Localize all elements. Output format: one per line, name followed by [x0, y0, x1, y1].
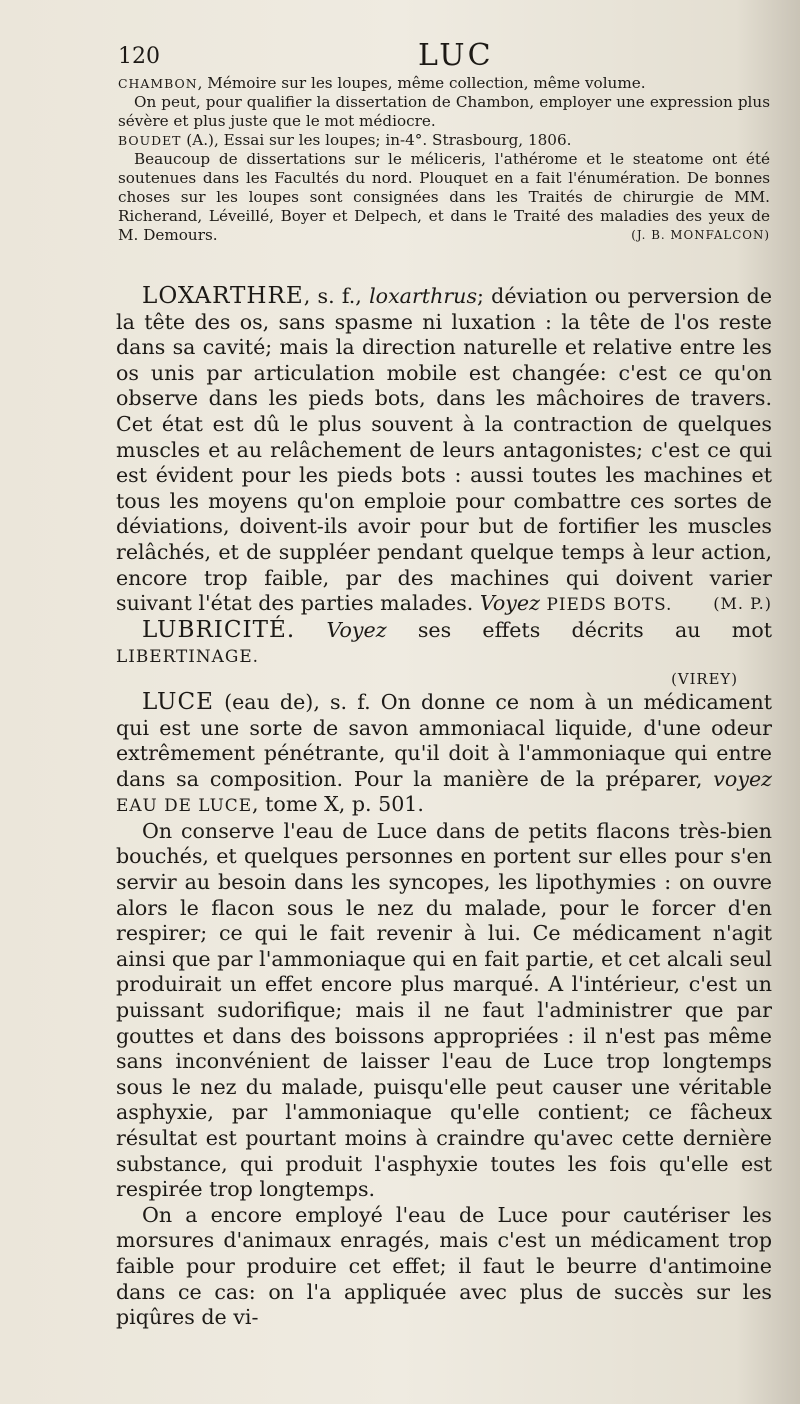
cross-reference: EAU DE LUCE — [116, 795, 253, 816]
entry-body: ; déviation ou perversion de la tête des os, sans spasme ni luxation : la tête de l'os reste dans sa cavité; mais la direction naturelle et relative entre les os unis par articulation mobile est changée: c'est ce qu'on observe dans les pieds bots, dans les mâchoires de travers. Cet état est dû le plus souvent à la contraction de quelques muscles et au relâchement de leurs antagonistes; c'est ce qui est évident pour les pieds bots : aussi toutes les machines et tous les moyens qu'on emploie pour combattre ces sortes de déviations, doivent-ils avoir pour but de fortifier les muscles relâchés, et de suppléer pendant quelque temps à leur action, encore trop faible, par des machines qui doivent varier suivant l'état des parties malades. — [116, 284, 773, 616]
headword: LUBRICITÉ. — [142, 616, 296, 643]
main-text — [116, 284, 772, 1331]
running-head: LUC — [418, 38, 494, 73]
voyez: Voyez — [326, 617, 387, 642]
entry-text: (A.), Essai sur les loupes; in-4°. Strasbourg, 1806. — [186, 131, 572, 149]
signature: (J. B. MONFALCON) — [631, 228, 770, 242]
luce-paragraph: On a encore employé l'eau de Luce pour cautériser les morsures d'animaux enragés, mais c'est un médicament trop faible pour produire cet effet; il faut le beurre d'antimoine dans ce cas: on l'a appliquée avec plus de succès sur les piqûres de vi- — [116, 1202, 772, 1330]
latin-term: loxarthrus — [369, 284, 478, 308]
signature: (M. P.) — [713, 594, 772, 614]
grammar: , s. f., — [303, 284, 370, 308]
cross-reference: PIEDS BOTS. — [546, 594, 673, 615]
chambon-entry — [118, 74, 770, 93]
bibliography-block — [118, 74, 770, 245]
voyez: voyez — [713, 766, 772, 791]
page-header — [118, 38, 770, 72]
entry-text: , Mémoire sur les loupes, même collection, même volume. — [197, 74, 646, 92]
boudet-entry — [118, 131, 770, 150]
page-number: 120 — [118, 44, 160, 69]
signature: (VIREY) — [671, 670, 738, 688]
headword: LUCE — [142, 688, 214, 715]
boudet-note — [118, 150, 770, 245]
entry-body: ses effets décrits au mot — [386, 617, 773, 642]
chambon-note: On peut, pour qualifier la dissertation de Chambon, employer une expression plus sévère et plus juste que le mot médiocre. — [118, 93, 770, 130]
entry-body: (eau de), s. f. On donne ce nom à un médicament qui est une sorte de savon ammoniacal liquide, d'une odeur extrêmement pénétrante, qu'il doit à l'ammoniaque qui entre dans sa composition. Pour la manière de la préparer, — [116, 689, 772, 791]
luce-entry — [116, 690, 772, 819]
author-name: BOUDET — [118, 133, 182, 148]
luce-paragraph: On conserve l'eau de Luce dans de petits flacons très-bien bouchés, et quelques personnes en portent sur elles pour s'en servir au besoin dans les syncopes, les lipothymies : on ouvre alors le flacon sous le nez du malade, pour le forcer d'en respirer; ce qui le fait revenir à lui. Ce médicament n'agit ainsi que par l'ammoniaque qui en fait partie, et cet alcali seul produirait un effet encore plus marqué. A l'intérieur, c'est un puissant sudorifique; mais il ne faut l'administrer que par gouttes et dans des boissons appropriées : il n'est pas même sans inconvénient de laisser l'eau de Luce trop longtemps sous le nez du malade, puisqu'elle peut causer une véritable asphyxie, par l'ammoniaque qu'elle contient; ce fâcheux résultat est pourtant moins à craindre qu'avec cette dernière substance, qui produit l'asphyxie toutes les fois qu'elle est respirée trop longtemps. — [116, 818, 772, 1202]
cross-reference: LIBERTINAGE. — [116, 646, 260, 667]
lubricite-entry — [116, 618, 772, 670]
headword: LOXARTHRE — [142, 283, 304, 309]
entry-body-end: , tome X, p. 501. — [252, 792, 424, 817]
note-text: Beaucoup de dissertations sur le méliceris, l'athérome et le steatome ont été soutenues dans les Facultés du nord. Plouquet en a fait l'énumération. De bonnes choses sur les loupes sont consignées dans les Traités de chirurgie de MM. Richerand, Léveillé, Boyer et Delpech, et dans le Traité des maladies des yeux de M. Demours. — [118, 150, 770, 244]
author-name: CHAMBON — [118, 76, 198, 91]
loxarthre-entry — [116, 284, 772, 618]
voyez: Voyez — [479, 591, 540, 616]
